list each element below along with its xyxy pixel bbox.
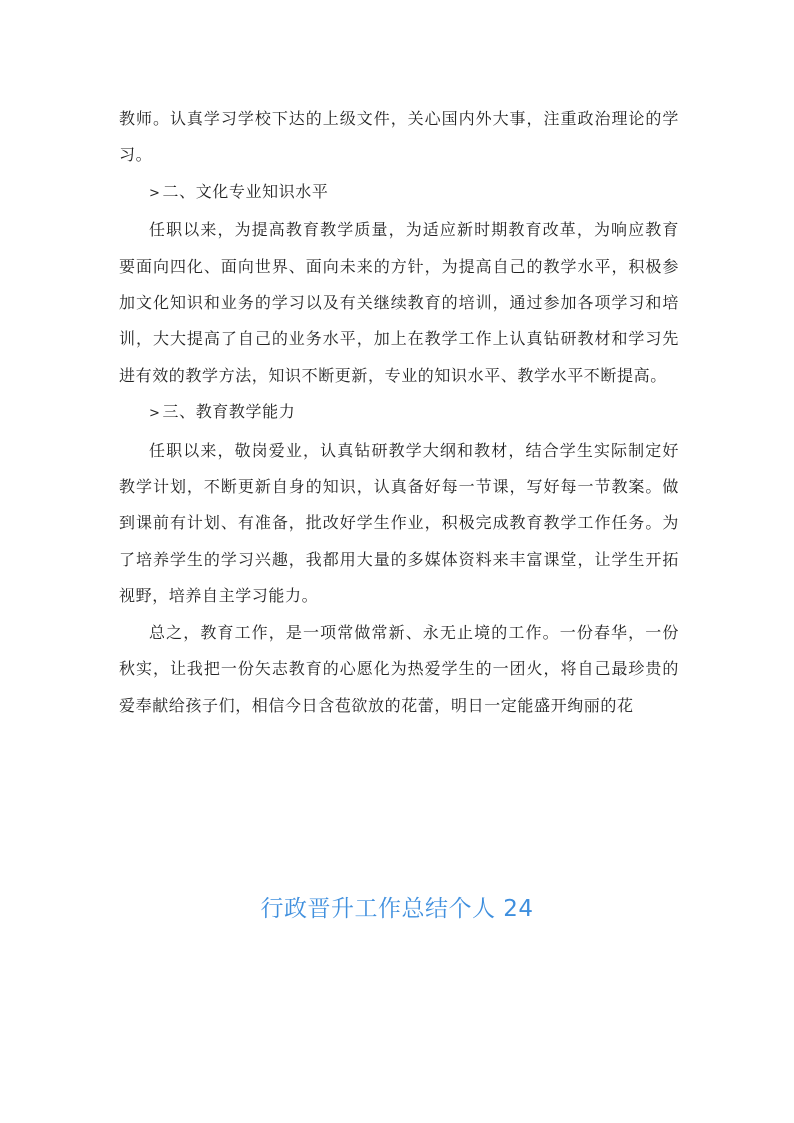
document-body — [119, 101, 679, 724]
heading-marker: > — [149, 406, 161, 422]
section-heading-label: 三、教育教学能力 — [162, 402, 296, 422]
paragraph-knowledge: 任职以来，为提高教育教学质量，为适应新时期教育改革，为响应教育要面向四化、面向世界、面向未来的方针，为提高自己的教学水平，积极参加文化知识和业务的学习以及有关继续教育的培训，通过参加各项学习和培训，大大提高了自己的业务水平，加上在教学工作上认真钻研教材和学习先进有效的教学方法，知识不断更新，专业的知识水平、教学水平不断提高。 — [119, 220, 679, 385]
paragraph-teaching-ability: 任职以来，敬岗爱业，认真钻研教学大纲和教材，结合学生实际制定好教学计划，不断更新自身的知识，认真备好每一节课，写好每一节教案。做到课前有计划、有准备，批改好学生作业，积极完成教育教学工作任务。为了培养学生的学习兴趣，我都用大量的多媒体资料来丰富课堂，让学生开拓视野，培养自主学习能力。 — [119, 440, 679, 606]
section-heading-teaching-ability — [119, 394, 679, 432]
paragraph-political-study: 教师。认真学习学校下达的上级文件，关心国内外大事，注重政治理论的学习。 — [119, 109, 679, 165]
heading-marker: > — [149, 185, 161, 201]
paragraph-conclusion: 总之，教育工作，是一项常做常新、永无止境的工作。一份春华，一份秋实，让我把一份矢志教育的心愿化为热爱学生的一团火，将自己最珍贵的爱奉献给孩子们，相信今日含苞欲放的花蕾，明日一定能盛开绚丽的花 — [119, 622, 679, 715]
section-heading-label: 二、文化专业知识水平 — [162, 181, 329, 201]
section-heading-knowledge — [119, 174, 679, 212]
next-document-title: 行政晋升工作总结个人 24 — [260, 896, 534, 922]
